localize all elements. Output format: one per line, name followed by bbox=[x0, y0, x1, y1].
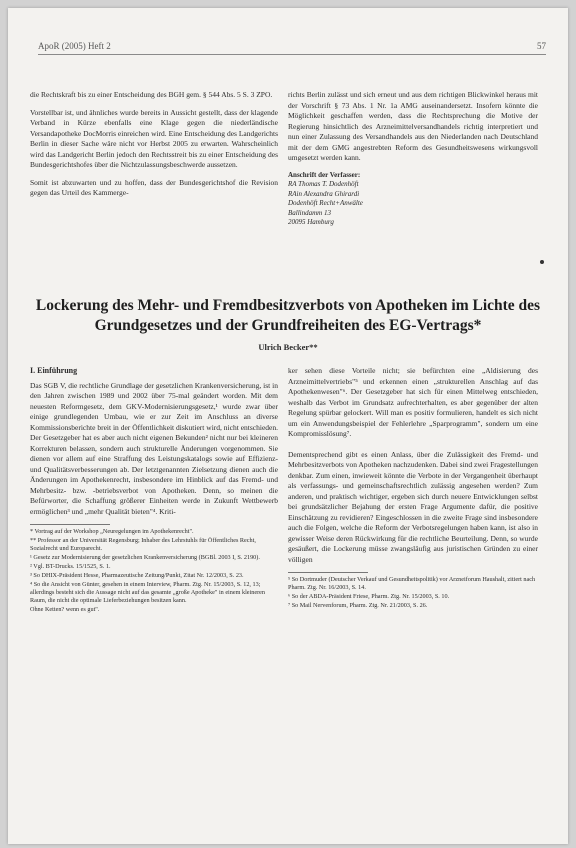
running-header bbox=[38, 38, 546, 55]
journal-issue: ApoR (2005) Heft 2 bbox=[38, 41, 111, 51]
paragraph: ker sehen diese Vorteile nicht; sie befürchten eine „Aldisierung des Arzneimittelvertriebs"⁵ und erkennen einen „strukturellen Anschlag auf das Apothekenwesen"⁶. Der Gesetzgeber hat sich für einen Mittelweg entschieden, weshalb das Verbot im Grundsatz aufrechterhalten, es aber gegenüber der alten Regelung spürbar gelockert. Will man es positiv formulieren, handelt es sich nicht um ein Anwendungsbeispiel der Fehlerlehre „Sparprogramm", sondern um eine Kompromisslösung⁷. bbox=[288, 366, 538, 438]
footnote: * Vortrag auf der Workshop „Neuregelungen im Apothekenrecht". bbox=[30, 528, 194, 535]
footnote: ⁵ So Dortmuder (Deutscher Verkauf und Gesundheitspolitik) vor Arzneiforum Haushalt, zitiert nach Pharm. Ztg. Nr. 16/2003, S. 14. bbox=[288, 576, 536, 591]
paragraph: die Rechtskraft bis zu einer Entscheidung des BGH gem. § 544 Abs. 5 S. 3 ZPO. bbox=[30, 90, 273, 99]
page-number: 57 bbox=[537, 41, 546, 51]
footnote-divider bbox=[30, 524, 110, 525]
main-right-column bbox=[288, 366, 538, 611]
author-line: Dodenhöft Recht+Anwälte bbox=[288, 199, 363, 207]
author-address-heading: Anschrift der Verfasser: bbox=[288, 170, 361, 179]
footnote-divider bbox=[288, 572, 368, 573]
article-title: Lockerung des Mehr- und Fremdbesitzverbots von Apotheken im Lichte des Grundgesetzes und der Grundfreiheiten des EG-Vertrags* bbox=[35, 297, 541, 334]
footnote: Ohne Ketten? wenn es gut". bbox=[30, 606, 100, 613]
top-left-column bbox=[30, 90, 278, 206]
author-line: RAin Alexandra Ghirardi bbox=[288, 189, 360, 198]
footnote: ³ So DHIX-Präsident Hesse, Pharmazeutische Zeitung/Punkt, Zitat Nr. 12/2003, S. 23. bbox=[30, 572, 244, 579]
paragraph: Das SGB V, die rechtliche Grundlage der gesetzlichen Krankenversicherung, ist in den Jahren zwischen 1989 und 2002 über 75-mal geändert worden. Mit dem neuesten Reformgesetz, dem GKV-Modernisierungsgesetz,¹ wurde zwar über einige grundlegenden Umbau, wie er zur Zeit im Anschluss an diverse Kommissionsberichte breit in der Öffentlichkeit diskutiert wird, nicht entschieden. Der Gesetzgeber hat es aber auch nicht eigenen Bekunden² nicht nur bei kleineren Korrekturen belassen, sondern auch strukturelle Änderungen vorgenommen. Sie dienen vor allem auf eine Straffung des Leistungskatalogs sowie auf Effizienz- und Qualitätsverbesserungen ab. Der letztgenannten Zielsetzung dienen auch die Änderungen im Apothekenrecht, insbesondere im Hinblick auf das Fremd- und Mehrbesitz- bzw. -betriebsverbot von Apotheken. Denn, so meinen die Befürworter, die Schaffung größerer Einheiten werde in Zukunft Wettbewerb ermöglichen³ und „mehr Qualität bieten"⁴. Kriti- bbox=[30, 380, 278, 516]
section-heading: I. Einführung bbox=[30, 366, 78, 375]
author-line: Ballindamm 13 bbox=[288, 208, 331, 217]
document-page bbox=[8, 8, 568, 844]
author-line: RA Thomas T. Dodenhöft bbox=[288, 180, 359, 188]
footnote: ¹ Gesetz zur Modernisierung der gesetzlichen Krankenversicherung (BGBl. 2003 I, S. 2190). bbox=[30, 554, 260, 561]
author-line: 20095 Hamburg bbox=[288, 218, 334, 226]
footnote: ⁷ So Mail Nervenforum, Pharm. Ztg. Nr. 21/2003, S. 26. bbox=[288, 602, 428, 609]
paragraph: Vorstellbar ist, und ähnliches wurde bereits in Aussicht gestellt, dass der klagende Verband in Kürze ebenfalls eine Klage gegen die niederländische Versandapotheke DocMorris einreichen wird. Eine Entscheidung des Landgerichts Berlin in dieser Sache wäre nicht vor Herbst 2005 zu erwarten. Wahrscheinlich wird das Landgericht Berlin jedoch den Rechtsstreit bis zu einer Entscheidung des Bundesgerichtshofes über die Nichtzulassungsbeschwerde aussetzen. bbox=[30, 107, 278, 169]
top-right-column bbox=[288, 90, 538, 228]
footnote: ⁴ So die Ansicht von Günter, gesehen in einem Interview, Pharm. Ztg. Nr. 15/2003, S. 12, 13; allerdings besteht sich die Aussage nicht auf das gesamte „große Apotheke" in einem kleineren Raum, die nicht die optimale Lieferbeziehungen besitzen kann. bbox=[30, 581, 265, 604]
main-left-column bbox=[30, 366, 278, 615]
author-address bbox=[288, 171, 538, 228]
paragraph: richts Berlin zulässt und sich erneut und aus dem richtigen Blickwinkel heraus mit der Vorschrift § 73 Abs. 1 Nr. 1a AMG auseinandersetzt. Insofern könnte die Möglichkeit geschaffen werden, dass die Rechtsprechung die Motive der Regierung hinsichtlich des Arzneimittelversandhandels richtig interpretiert und nun einer Zulassung des Versandhandels aus den Niederlanden nach Deutschland mit der dem GMG angestrebten Reform des Gesundheitswesens wirkungsvoll umgesetzt werden kann. bbox=[288, 90, 538, 162]
paragraph: Somit ist abzuwarten und zu hoffen, dass der Bundesgerichtshof die Revision gegen das Urteil des Kammerge- bbox=[30, 177, 278, 197]
paragraph: Dementsprechend gibt es einen Anlass, über die Zulässigkeit des Fremd- und Mehrbesitzverbots von Apotheken nachzudenken. Dabei sind zwei Fragestellungen denkbar. Zum einen, inwieweit könnte die Verbote in der Vergangenheit überhaupt als verfassungs- und gemeinschaftsrechtlich zulässig angesehen werden? Zum anderen, und praktisch wichtiger, ergeben sich durch neuere Entwicklungen selbst bei grundsätzlicher Bejahung der ersten Frage Argumente dafür, die positive Einschätzung zu revidieren? Eingeschlossen in die zweite Frage sind insbesondere auch die Folgen, welche die Reform der Verbotsregelungen haben kann, ist also in gewisser Weise deren Rückwirkung für die rechtliche Beurteilung. Denn, so wurde gesäußert, die Lockerung müsse zwangsläufig aus juristischen Gründen zu einer völligen bbox=[288, 449, 538, 564]
footnote: ² Vgl. BT-Drucks. 15/1525, S. 1. bbox=[30, 563, 111, 570]
footnote: ⁶ So der ABDA-Präsident Friese, Pharm. Ztg. Nr. 15/2003, S. 10. bbox=[288, 593, 450, 600]
article-author: Ulrich Becker** bbox=[258, 342, 318, 352]
footnote: ** Professor an der Universität Regensburg; Inhaber des Lehrstuhls für Öffentliches Recht, Sozialrecht und Europarecht. bbox=[30, 537, 256, 552]
bullet-mark bbox=[540, 260, 544, 264]
